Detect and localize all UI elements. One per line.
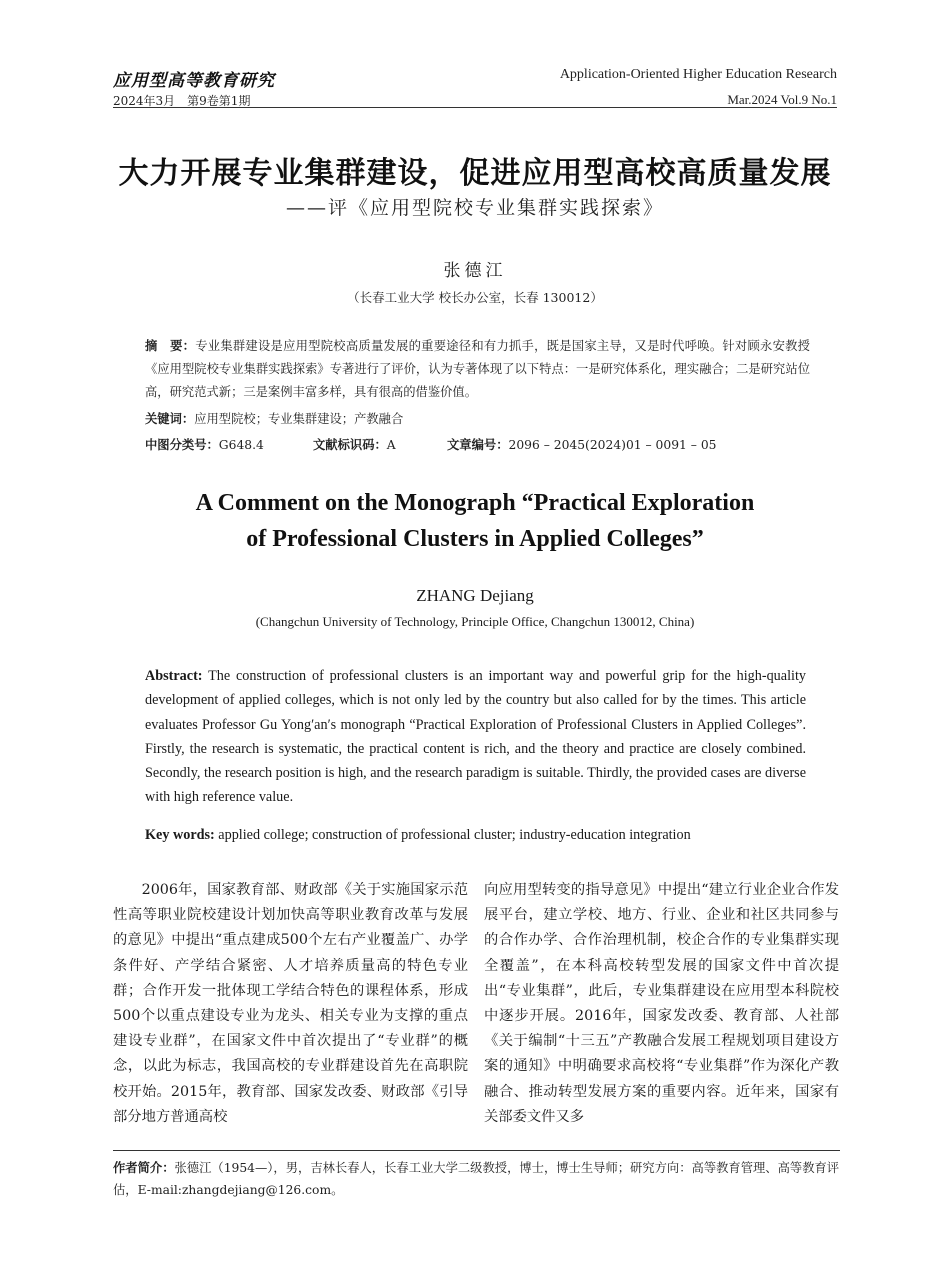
footnote-text: 张德江（1954—），男，吉林长春人，长春工业大学二级教授，博士，博士生导师；研究方向：高等教育管理、高等教育评估，E-mail:zhangdejiang@126.com。 (113, 1161, 840, 1197)
clc-label: 中图分类号： (145, 438, 219, 452)
keywords-cn-text: 应用型院校；专业集群建设；产教融合 (194, 412, 404, 426)
footnote-label: 作者简介： (113, 1161, 175, 1175)
clc-number (145, 435, 264, 453)
doc-label: 文献标识码： (313, 438, 387, 452)
issue-info-cn: 2024年3月 第9卷第1期 (113, 94, 251, 108)
title-cn: 大力开展专业集群建设，促进应用型高校高质量发展 (118, 156, 832, 191)
page-header (113, 62, 837, 108)
keywords-cn-label: 关键词： (145, 412, 195, 426)
affiliation-cn: （长春工业大学 校长办公室，长春 130012） (347, 290, 603, 305)
abstract-en (145, 664, 806, 810)
article-value: 2096 – 2045(2024)01 – 0091 – 05 (508, 438, 717, 452)
title-en-line1: A Comment on the Monograph “Practical Exploration (195, 490, 755, 516)
document-code (313, 435, 396, 453)
affiliation-en: (Changchun University of Technology, Principle Office, Changchun 130012, China) (255, 614, 695, 629)
abstract-cn (145, 335, 810, 404)
article-label: 文章编号： (447, 438, 509, 452)
abstract-cn-text: 专业集群建设是应用型院校高质量发展的重要途径和有力抓手，既是国家主导，又是时代呼唤。针对顾永安教授《应用型院校专业集群实践探索》专著进行了评价，认为专著体现了以下特点：一是研究体系化，理实融合；二是研究站位高，研究范式新；三是案例丰富多样，具有很高的借鉴价值。 (145, 339, 810, 399)
title-en (0, 485, 950, 557)
journal-name-en: Application-Oriented Higher Education Research (559, 67, 837, 82)
abstract-cn-label: 摘 要： (145, 339, 196, 353)
subtitle-cn: ——评《应用型院校专业集群实践探索》 (285, 197, 664, 219)
author-en: ZHANG Dejiang (416, 586, 534, 605)
clc-value: G648.4 (218, 438, 264, 452)
author-cn: 张德江 (443, 261, 507, 281)
keywords-en-text: applied college; construction of professional cluster; industry-education integration (214, 827, 691, 843)
issue-info-en: Mar.2024 Vol.9 No.1 (727, 92, 837, 107)
keywords-cn (145, 409, 810, 427)
abstract-en-text: The construction of professional clusters is an important way and powerful grip for the high-quality development of applied colleges, which is not only led by the country but also called for by the times. This article evaluates Professor Gu Yong′an′s monograph “Practical Exploration of Professional Clusters in Applied Colleges”. Firstly, the research is systematic, the practical content is rich, and the theory and practice are closely combined. Secondly, the research position is high, and the research paradigm is suitable. Thirdly, the provided cases are diverse with high reference value. (145, 668, 806, 806)
article-number (447, 435, 716, 453)
author-footnote (113, 1150, 840, 1201)
body-column-right: 向应用型转变的指导意见》中提出“建立行业企业合作发展平台，建立学校、地方、行业、企业和社区共同参与的合作办学、合作治理机制，校企合作的专业集群实现全覆盖”，在本科高校转型发展的国家文件中首次提出“专业集群”，此后，专业集群建设在应用型本科院校中逐步开展。2016年，国家发改委、教育部、人社部《关于编制“十三五”产教融合发展工程规划项目建设方案的通知》中明确要求高校将“专业集群”作为深化产教融合、推动转型发展方案的重要内容。近年来，国家有关部委文件又多 (484, 882, 839, 1125)
abstract-en-label: Abstract: (145, 668, 203, 684)
keywords-en-label: Key words: (145, 827, 215, 843)
body-column-left: 2006年，国家教育部、财政部《关于实施国家示范性高等职业院校建设计划加快高等职业教育改革与发展的意见》中提出“重点建成500个左右产业覆盖广、办学条件好、产学结合紧密、人才培养质量高的特色专业群；合作开发一批体现工学结合特色的课程体系，形成500个以重点建设专业为龙头、相关专业为支撑的重点建设专业群”，在国家文件中首次提出了“专业群”的概念，以此为标志，我国高校的专业群建设首先在高职院校开始。2015年，教育部、国家发改委、财政部《引导部分地方普通高校 (113, 882, 468, 1125)
doc-value: A (386, 438, 396, 452)
title-en-line2: of Professional Clusters in Applied Colleges” (246, 526, 704, 552)
journal-logo: 应用型高等教育研究 (113, 71, 275, 91)
keywords-en (145, 827, 806, 844)
